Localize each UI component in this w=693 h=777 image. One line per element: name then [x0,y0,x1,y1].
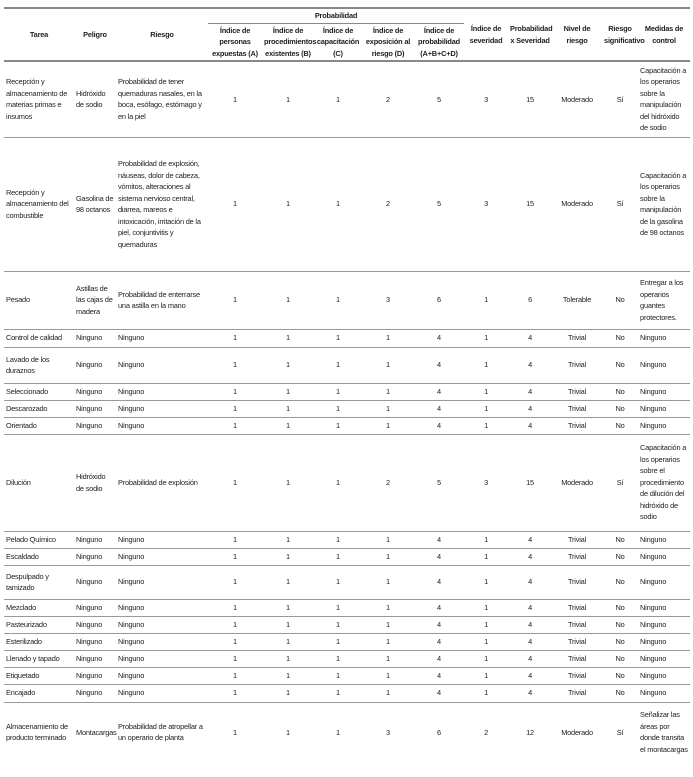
cell-nivel: Moderado [561,727,593,737]
cell-medidas: Capacitación a los operarios sobre el procedimiento de dilución del hidróxido de sodio [638,434,690,531]
cell-nivel: Trivial [552,633,602,650]
cell-indice-probabilidad: 4 [414,684,464,702]
cell-c: 1 [314,400,362,417]
cell-a: 1 [208,565,262,599]
cell-riesgo: Ninguno [116,531,208,548]
cell-riesgo: Ninguno [116,417,208,434]
cell-tarea: Control de calidad [4,329,74,347]
cell-significativo: Sí [602,434,638,531]
cell-severidad: 2 [484,727,488,737]
cell-prob-x-sev: 4 [508,684,552,702]
cell-riesgo: Ninguno [116,383,208,400]
cell-riesgo: Ninguno [116,633,208,650]
cell-c: 1 [314,417,362,434]
cell-nivel: Tolerable [552,271,602,329]
cell-d: 3 [362,271,414,329]
cell-peligro: Ninguno [74,383,116,400]
header-probabilidad: Probabilidad [208,8,464,23]
cell-prob-x-sev: 4 [508,417,552,434]
cell-medidas: Ninguno [638,565,690,599]
cell-b: 1 [262,434,314,531]
cell-indice-probabilidad: 4 [414,565,464,599]
cell-tarea: Pesado [4,271,74,329]
cell-d: 2 [362,61,414,137]
cell-c: 1 [314,137,362,271]
cell-b: 1 [286,727,290,737]
cell-indice-probabilidad: 4 [414,650,464,667]
cell-prob-x-sev: 4 [508,347,552,383]
cell-severidad: 1 [464,329,508,347]
cell-indice-probabilidad: 4 [414,400,464,417]
cell-c: 1 [314,61,362,137]
cell-b: 1 [262,137,314,271]
cell-medidas: Ninguno [638,650,690,667]
cell-prob-x-sev: 4 [508,599,552,616]
table-body [4,61,690,762]
cell-tarea: Escaldado [4,548,74,565]
cell-medidas: Ninguno [638,667,690,684]
header-b: Índice de procedimientos existentes (B) [264,25,317,58]
cell-nivel: Trivial [552,347,602,383]
cell-nivel: Trivial [552,667,602,684]
cell-prob-x-sev: 4 [508,650,552,667]
cell-a: 1 [208,667,262,684]
cell-tarea: Esterilizado [4,633,74,650]
cell-peligro: Ninguno [74,548,116,565]
cell-severidad: 1 [464,684,508,702]
cell-nivel: Trivial [552,684,602,702]
cell-nivel: Trivial [552,417,602,434]
cell-riesgo: Probabilidad de tener quemaduras nasales, en la boca, esófago, estómago y en la piel [116,61,208,137]
cell-a: 1 [208,329,262,347]
cell-peligro: Ninguno [74,667,116,684]
cell-significativo: Sí [602,137,638,271]
cell-nivel: Trivial [552,565,602,599]
cell-d: 2 [362,137,414,271]
cell-medidas: Ninguno [638,548,690,565]
cell-nivel: Moderado [552,434,602,531]
cell-prob-x-sev: 4 [508,548,552,565]
cell-severidad: 1 [464,383,508,400]
cell-severidad: 1 [464,400,508,417]
cell-severidad: 1 [464,616,508,633]
cell-b: 1 [262,633,314,650]
cell-c: 1 [314,347,362,383]
cell-b: 1 [262,400,314,417]
cell-peligro: Ninguno [74,599,116,616]
cell-b: 1 [262,684,314,702]
cell-significativo: No [602,667,638,684]
table-row [4,633,690,650]
cell-riesgo: Ninguno [116,548,208,565]
cell-b: 1 [262,383,314,400]
cell-c: 1 [314,271,362,329]
cell-riesgo: Probabilidad de explosión [116,434,208,531]
table-row [4,61,690,137]
cell-significativo: No [602,565,638,599]
cell-significativo: No [602,684,638,702]
cell-indice-probabilidad: 4 [414,347,464,383]
cell-a: 1 [208,650,262,667]
cell-c: 1 [314,329,362,347]
cell-b: 1 [262,329,314,347]
cell-indice-probabilidad: 5 [414,434,464,531]
cell-prob-x-sev: 15 [508,434,552,531]
cell-peligro: Ninguno [74,417,116,434]
cell-tarea: Mezclado [4,599,74,616]
cell-severidad: 3 [464,434,508,531]
cell-nivel: Trivial [552,383,602,400]
cell-peligro: Hidróxido de sodio [74,61,116,137]
header-indice-probabilidad: Índice de probabilidad (A+B+C+D) [418,25,460,58]
cell-tarea: Lavado de los duraznos [4,347,74,383]
cell-tarea: Llenado y tapado [4,650,74,667]
cell-riesgo: Probabilidad de enterrarse una astilla en la mano [116,271,208,329]
cell-c: 1 [314,565,362,599]
cell-indice-probabilidad: 4 [414,599,464,616]
cell-tarea: Recepción y almacenamiento del combustible [4,137,74,271]
cell-prob-x-sev: 4 [508,400,552,417]
risk-assessment-table [4,7,690,762]
cell-medidas: Ninguno [638,400,690,417]
table-row [4,347,690,383]
cell-nivel: Trivial [552,599,602,616]
table-row [4,565,690,599]
cell-tarea: Encajado [4,684,74,702]
table-row [4,684,690,702]
header-nivel: Nivel de riesgo [563,24,591,45]
cell-riesgo: Ninguno [116,684,208,702]
cell-medidas: Ninguno [638,633,690,650]
cell-riesgo: Ninguno [116,565,208,599]
cell-riesgo: Ninguno [116,347,208,383]
cell-indice-probabilidad: 4 [414,383,464,400]
cell-medidas: Ninguno [638,684,690,702]
cell-tarea: Pasteurizado [4,616,74,633]
cell-prob-x-sev: 4 [508,667,552,684]
cell-peligro: Ninguno [74,633,116,650]
cell-prob-x-sev: 4 [508,616,552,633]
cell-peligro: Ninguno [74,565,116,599]
header-d: Índice de exposición al riesgo (D) [365,25,411,58]
table-row [4,702,690,762]
table-row [4,531,690,548]
cell-a: 1 [208,347,262,383]
cell-medidas: Ninguno [638,417,690,434]
cell-significativo: No [602,271,638,329]
cell-indice-probabilidad: 4 [414,531,464,548]
cell-c: 1 [314,383,362,400]
cell-significativo: No [602,548,638,565]
cell-a: 1 [208,684,262,702]
cell-tarea: Orientado [4,417,74,434]
cell-medidas: Ninguno [638,531,690,548]
cell-peligro: Astillas de las cajas de madera [74,271,116,329]
cell-d: 1 [362,650,414,667]
table-row [4,417,690,434]
cell-peligro: Ninguno [74,650,116,667]
cell-significativo: No [602,329,638,347]
cell-indice-probabilidad: 4 [414,633,464,650]
cell-riesgo: Ninguno [116,400,208,417]
cell-a: 1 [208,434,262,531]
table-row [4,400,690,417]
cell-medidas: Capacitación a los operarios sobre la manipulación del hidróxido de sodio [638,61,690,137]
table-row [4,548,690,565]
header-a: Índice de personas expuestas (A) [212,25,258,58]
cell-riesgo: Probabilidad de explosión, náuseas, dolor de cabeza, vómitos, alteraciones al sistema nervioso central, diarrea, mareos e intoxicación, irritación de la piel, conjuntivitis y quemaduras [116,137,208,271]
cell-severidad: 1 [464,271,508,329]
cell-prob-x-sev: 15 [508,61,552,137]
cell-a: 1 [208,271,262,329]
cell-indice-probabilidad: 6 [414,271,464,329]
cell-a: 1 [208,400,262,417]
cell-severidad: 1 [464,650,508,667]
cell-d: 3 [386,727,390,737]
cell-nivel: Trivial [552,650,602,667]
cell-prob-x-sev: 6 [508,271,552,329]
cell-significativo: No [602,650,638,667]
cell-prob-x-sev: 12 [526,727,534,737]
cell-medidas: Ninguno [638,329,690,347]
cell-peligro: Ninguno [74,347,116,383]
cell-tarea: Despulpado y tamizado [4,565,74,599]
header-peligro: Peligro [83,29,107,39]
cell-indice-probabilidad: 4 [414,616,464,633]
cell-d: 2 [362,434,414,531]
cell-significativo: Sí [602,61,638,137]
cell-prob-x-sev: 4 [508,383,552,400]
header-riesgo: Riesgo [150,29,174,39]
cell-indice-probabilidad: 4 [414,667,464,684]
cell-severidad: 1 [464,565,508,599]
cell-b: 1 [262,650,314,667]
cell-significativo: No [602,417,638,434]
cell-severidad: 1 [464,667,508,684]
cell-severidad: 3 [464,137,508,271]
table-row [4,329,690,347]
cell-significativo: No [602,400,638,417]
header-severidad: Índice de severidad [469,24,503,45]
cell-prob-x-sev: 4 [508,329,552,347]
table-row [4,599,690,616]
cell-b: 1 [262,548,314,565]
cell-d: 1 [362,667,414,684]
header-tarea: Tarea [29,29,49,39]
cell-indice-probabilidad: 5 [414,61,464,137]
cell-c: 1 [336,727,340,737]
cell-severidad: 1 [464,548,508,565]
cell-c: 1 [314,531,362,548]
cell-b: 1 [262,347,314,383]
cell-prob-x-sev: 4 [508,565,552,599]
cell-tarea: Recepción y almacenamiento de materias primas e insumos [4,61,74,137]
table-row [4,137,690,271]
cell-peligro: Montacargas [76,727,117,737]
cell-d: 1 [362,417,414,434]
cell-d: 1 [362,383,414,400]
cell-significativo: No [602,531,638,548]
cell-significativo: No [602,616,638,633]
cell-indice-probabilidad: 4 [414,417,464,434]
cell-c: 1 [314,434,362,531]
cell-b: 1 [262,271,314,329]
cell-b: 1 [262,667,314,684]
header-c: Índice de capacitación (C) [316,25,360,58]
cell-c: 1 [314,548,362,565]
cell-c: 1 [314,599,362,616]
cell-severidad: 1 [464,633,508,650]
cell-indice-probabilidad: 4 [414,329,464,347]
cell-peligro: Ninguno [74,684,116,702]
cell-c: 1 [314,633,362,650]
cell-prob-x-sev: 4 [508,531,552,548]
cell-medidas: Ninguno [638,383,690,400]
cell-indice-probabilidad: 4 [414,548,464,565]
cell-b: 1 [262,565,314,599]
cell-a: 1 [208,599,262,616]
cell-a: 1 [208,137,262,271]
cell-peligro: Hidróxido de sodio [74,434,116,531]
cell-nivel: Moderado [552,61,602,137]
table-row [4,650,690,667]
cell-a: 1 [208,531,262,548]
cell-severidad: 3 [464,61,508,137]
cell-tarea: Descarozado [4,400,74,417]
cell-medidas: Ninguno [638,347,690,383]
cell-riesgo: Ninguno [116,616,208,633]
cell-c: 1 [314,667,362,684]
cell-nivel: Moderado [552,137,602,271]
cell-b: 1 [262,616,314,633]
cell-peligro: Ninguno [74,400,116,417]
cell-riesgo: Ninguno [116,329,208,347]
cell-b: 1 [262,531,314,548]
header-medidas: Medidas de control [644,24,684,45]
header-significativo: Riesgo significativo [604,24,645,45]
cell-a: 1 [208,633,262,650]
cell-a: 1 [208,383,262,400]
cell-nivel: Trivial [552,400,602,417]
cell-indice-probabilidad: 5 [414,137,464,271]
cell-severidad: 1 [464,417,508,434]
cell-d: 1 [362,616,414,633]
cell-significativo: No [602,633,638,650]
cell-d: 1 [362,400,414,417]
cell-d: 1 [362,633,414,650]
cell-a: 1 [208,548,262,565]
cell-nivel: Trivial [552,616,602,633]
cell-medidas: Ninguno [638,599,690,616]
cell-tarea: Almacenamiento de producto terminado [6,721,68,743]
cell-peligro: Ninguno [74,329,116,347]
cell-significativo: No [602,383,638,400]
cell-riesgo: Ninguno [116,599,208,616]
cell-riesgo: Ninguno [116,667,208,684]
cell-nivel: Trivial [552,329,602,347]
cell-tarea: Dilución [4,434,74,531]
table-row [4,667,690,684]
cell-significativo: No [602,347,638,383]
cell-medidas: Señalizar las áreas por donde transita el montacargas [640,710,688,754]
cell-a: 1 [208,616,262,633]
cell-riesgo: Probabilidad de atropellar a un operario de planta [118,721,203,743]
cell-d: 1 [362,565,414,599]
cell-severidad: 1 [464,531,508,548]
cell-b: 1 [262,599,314,616]
table-row [4,383,690,400]
table-row [4,271,690,329]
table-row [4,434,690,531]
cell-d: 1 [362,599,414,616]
cell-peligro: Ninguno [74,616,116,633]
table-row [4,616,690,633]
cell-nivel: Trivial [552,548,602,565]
cell-medidas: Ninguno [638,616,690,633]
cell-c: 1 [314,650,362,667]
cell-c: 1 [314,616,362,633]
cell-d: 1 [362,684,414,702]
cell-d: 1 [362,347,414,383]
cell-medidas: Capacitación a los operarios sobre la manipulación de la gasolina de 98 octanos [638,137,690,271]
cell-peligro: Gasolina de 98 octanos [74,137,116,271]
cell-severidad: 1 [464,599,508,616]
cell-significativo: No [602,599,638,616]
cell-d: 1 [362,329,414,347]
cell-a: 1 [208,417,262,434]
cell-c: 1 [314,684,362,702]
cell-prob-x-sev: 15 [508,137,552,271]
cell-b: 1 [262,61,314,137]
cell-riesgo: Ninguno [116,650,208,667]
cell-a: 1 [233,727,237,737]
cell-tarea: Etiquetado [4,667,74,684]
cell-prob-x-sev: 4 [508,633,552,650]
cell-d: 1 [362,531,414,548]
cell-peligro: Ninguno [74,531,116,548]
cell-significativo: Sí [616,727,624,737]
cell-indice-probabilidad: 6 [437,727,441,737]
cell-tarea: Pelado Químico [4,531,74,548]
cell-d: 1 [362,548,414,565]
cell-nivel: Trivial [552,531,602,548]
cell-severidad: 1 [464,347,508,383]
header-prob-x-sev: Probabilidad x Severidad [510,24,553,45]
cell-medidas: Entregar a los operarios guantes protectores. [638,271,690,329]
cell-a: 1 [208,61,262,137]
cell-b: 1 [262,417,314,434]
cell-tarea: Seleccionado [4,383,74,400]
